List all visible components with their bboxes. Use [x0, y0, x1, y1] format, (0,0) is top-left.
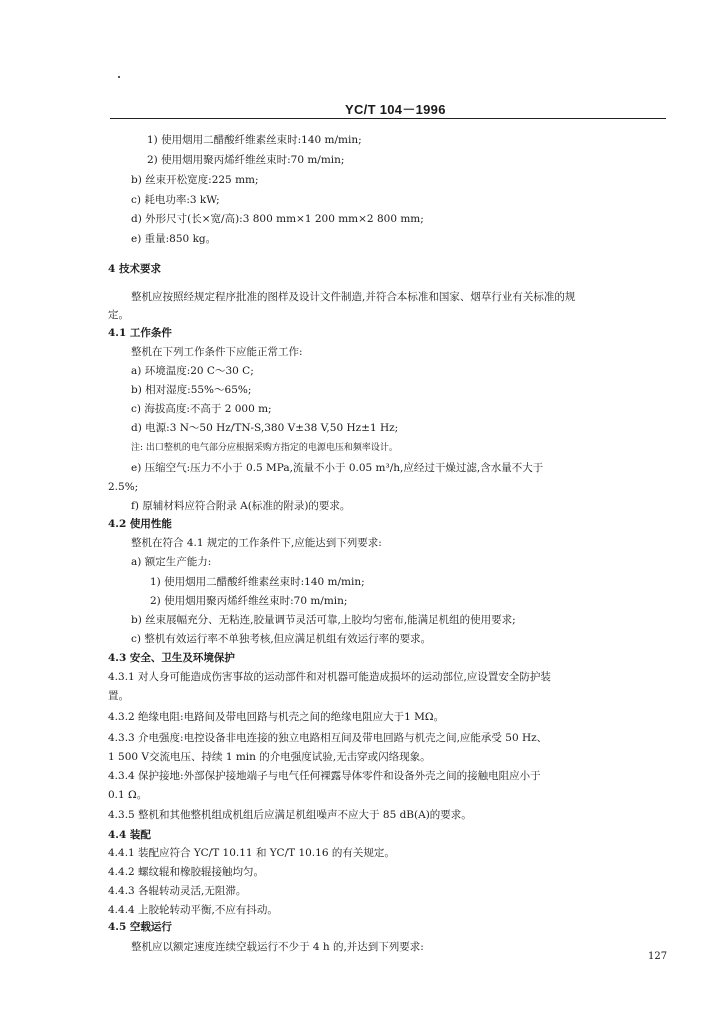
subsection-heading: 4.2 使用性能 [108, 518, 172, 530]
note-line: 注: 出口整机的电气部分应根据采购方指定的电源电压和频率设计。 [131, 443, 398, 453]
subsection-heading: 4.1 工作条件 [108, 327, 172, 339]
clause-line: 4.3.2 绝缘电阻:电路间及带电回路与机壳之间的绝缘电阻应大于1 MΩ。 [108, 711, 445, 723]
list-item-cont: 2.5%; [108, 481, 139, 493]
item-2: 2) 使用烟用聚丙烯纤维丝束时:70 m/min; [147, 154, 345, 166]
sub-item: 2) 使用烟用聚丙烯纤维丝束时:70 m/min; [150, 595, 348, 607]
clause-line: 4.3.4 保护接地:外部保护接地端子与电气任何裸露导体零件和设备外壳之间的接触电阻应小于 [108, 770, 541, 782]
clause-line: 4.3.5 整机和其他整机组成机组后应满足机组噪声不应大于 85 dB(A)的要求。 [108, 809, 472, 821]
sub-item: 1) 使用烟用二醋酸纤维素丝束时:140 m/min; [150, 576, 365, 588]
subsection-heading: 4.3 安全、卫生及环境保护 [108, 652, 235, 664]
clause-line: 4.4.3 各辊转动灵活,无阻滞。 [108, 885, 247, 897]
subsection-heading: 4.4 装配 [108, 829, 151, 841]
header-rule [110, 118, 666, 119]
clause-line-cont: 0.1 Ω。 [108, 789, 148, 801]
item-e: e) 重量:850 kg。 [131, 233, 217, 245]
list-item: c) 海拔高度:不高于 2 000 m; [131, 403, 272, 415]
standard-code-header: YC/T 104－1996 [345, 102, 446, 117]
list-item: a) 环境温度:20 C～30 C; [131, 365, 254, 377]
list-item: b) 丝束展幅充分、无粘连,胶量调节灵活可靠,上胶均匀密布,能满足机组的使用要求; [131, 614, 516, 626]
clause-line: 4.4.1 装配应符合 YC/T 10.11 和 YC/T 10.16 的有关规定。 [108, 847, 395, 859]
para-line: 整机在下列工作条件下应能正常工作: [131, 346, 303, 358]
list-item: c) 整机有效运行率不单独考核,但应满足机组有效运行率的要求。 [131, 633, 432, 645]
para-line: 定。 [108, 309, 129, 321]
scan-speck [118, 76, 120, 78]
subsection-heading: 4.5 空载运行 [108, 921, 172, 933]
para-line: 整机在符合 4.1 规定的工作条件下,应能达到下列要求: [131, 537, 382, 549]
list-item: e) 压缩空气:压力不小于 0.5 MPa,流量不小于 0.05 m³/h,应经过干燥过滤,含水量不大于 [131, 462, 544, 474]
para-line: 整机应以额定速度连续空载运行不少于 4 h 的,并达到下列要求: [131, 941, 424, 953]
list-item: a) 额定生产能力: [131, 556, 212, 568]
list-item: d) 电源:3 N～50 Hz/TN-S,380 V±38 V,50 Hz±1 Hz; [131, 422, 399, 434]
clause-line-cont: 置。 [108, 690, 129, 702]
clause-line-cont: 1 500 V交流电压、持续 1 min 的介电强度试验,无击穿或闪络现象。 [108, 751, 431, 763]
clause-line: 4.4.2 螺纹辊和橡胶辊接触均匀。 [108, 866, 265, 878]
item-1: 1) 使用烟用二醋酸纤维素丝束时:140 m/min; [147, 134, 362, 146]
clause-line: 4.3.1 对人身可能造成伤害事故的运动部件和对机器可能造成损坏的运动部位,应设置安全防护装 [108, 671, 551, 683]
section-heading: 4 技术要求 [108, 263, 161, 275]
clause-line: 4.4.4 上胶轮转动平衡,不应有抖动。 [108, 904, 278, 916]
item-b: b) 丝束开松宽度:225 mm; [131, 174, 259, 186]
list-item: f) 原辅材料应符合附录 A(标准的附录)的要求。 [131, 500, 351, 512]
item-d: d) 外形尺寸(长×宽/高):3 800 mm×1 200 mm×2 800 mm; [131, 213, 424, 225]
item-c: c) 耗电功率:3 kW; [131, 194, 220, 206]
list-item: b) 相对湿度:55%～65%; [131, 384, 252, 396]
page-number: 127 [648, 951, 668, 962]
para-line: 整机应按照经规定程序批准的图样及设计文件制造,并符合本标准和国家、烟草行业有关标准的规 [131, 291, 576, 303]
clause-line: 4.3.3 介电强度:电控设备非电连接的独立电路相互间及带电回路与机壳之间,应能承受 50 Hz、 [108, 732, 548, 744]
